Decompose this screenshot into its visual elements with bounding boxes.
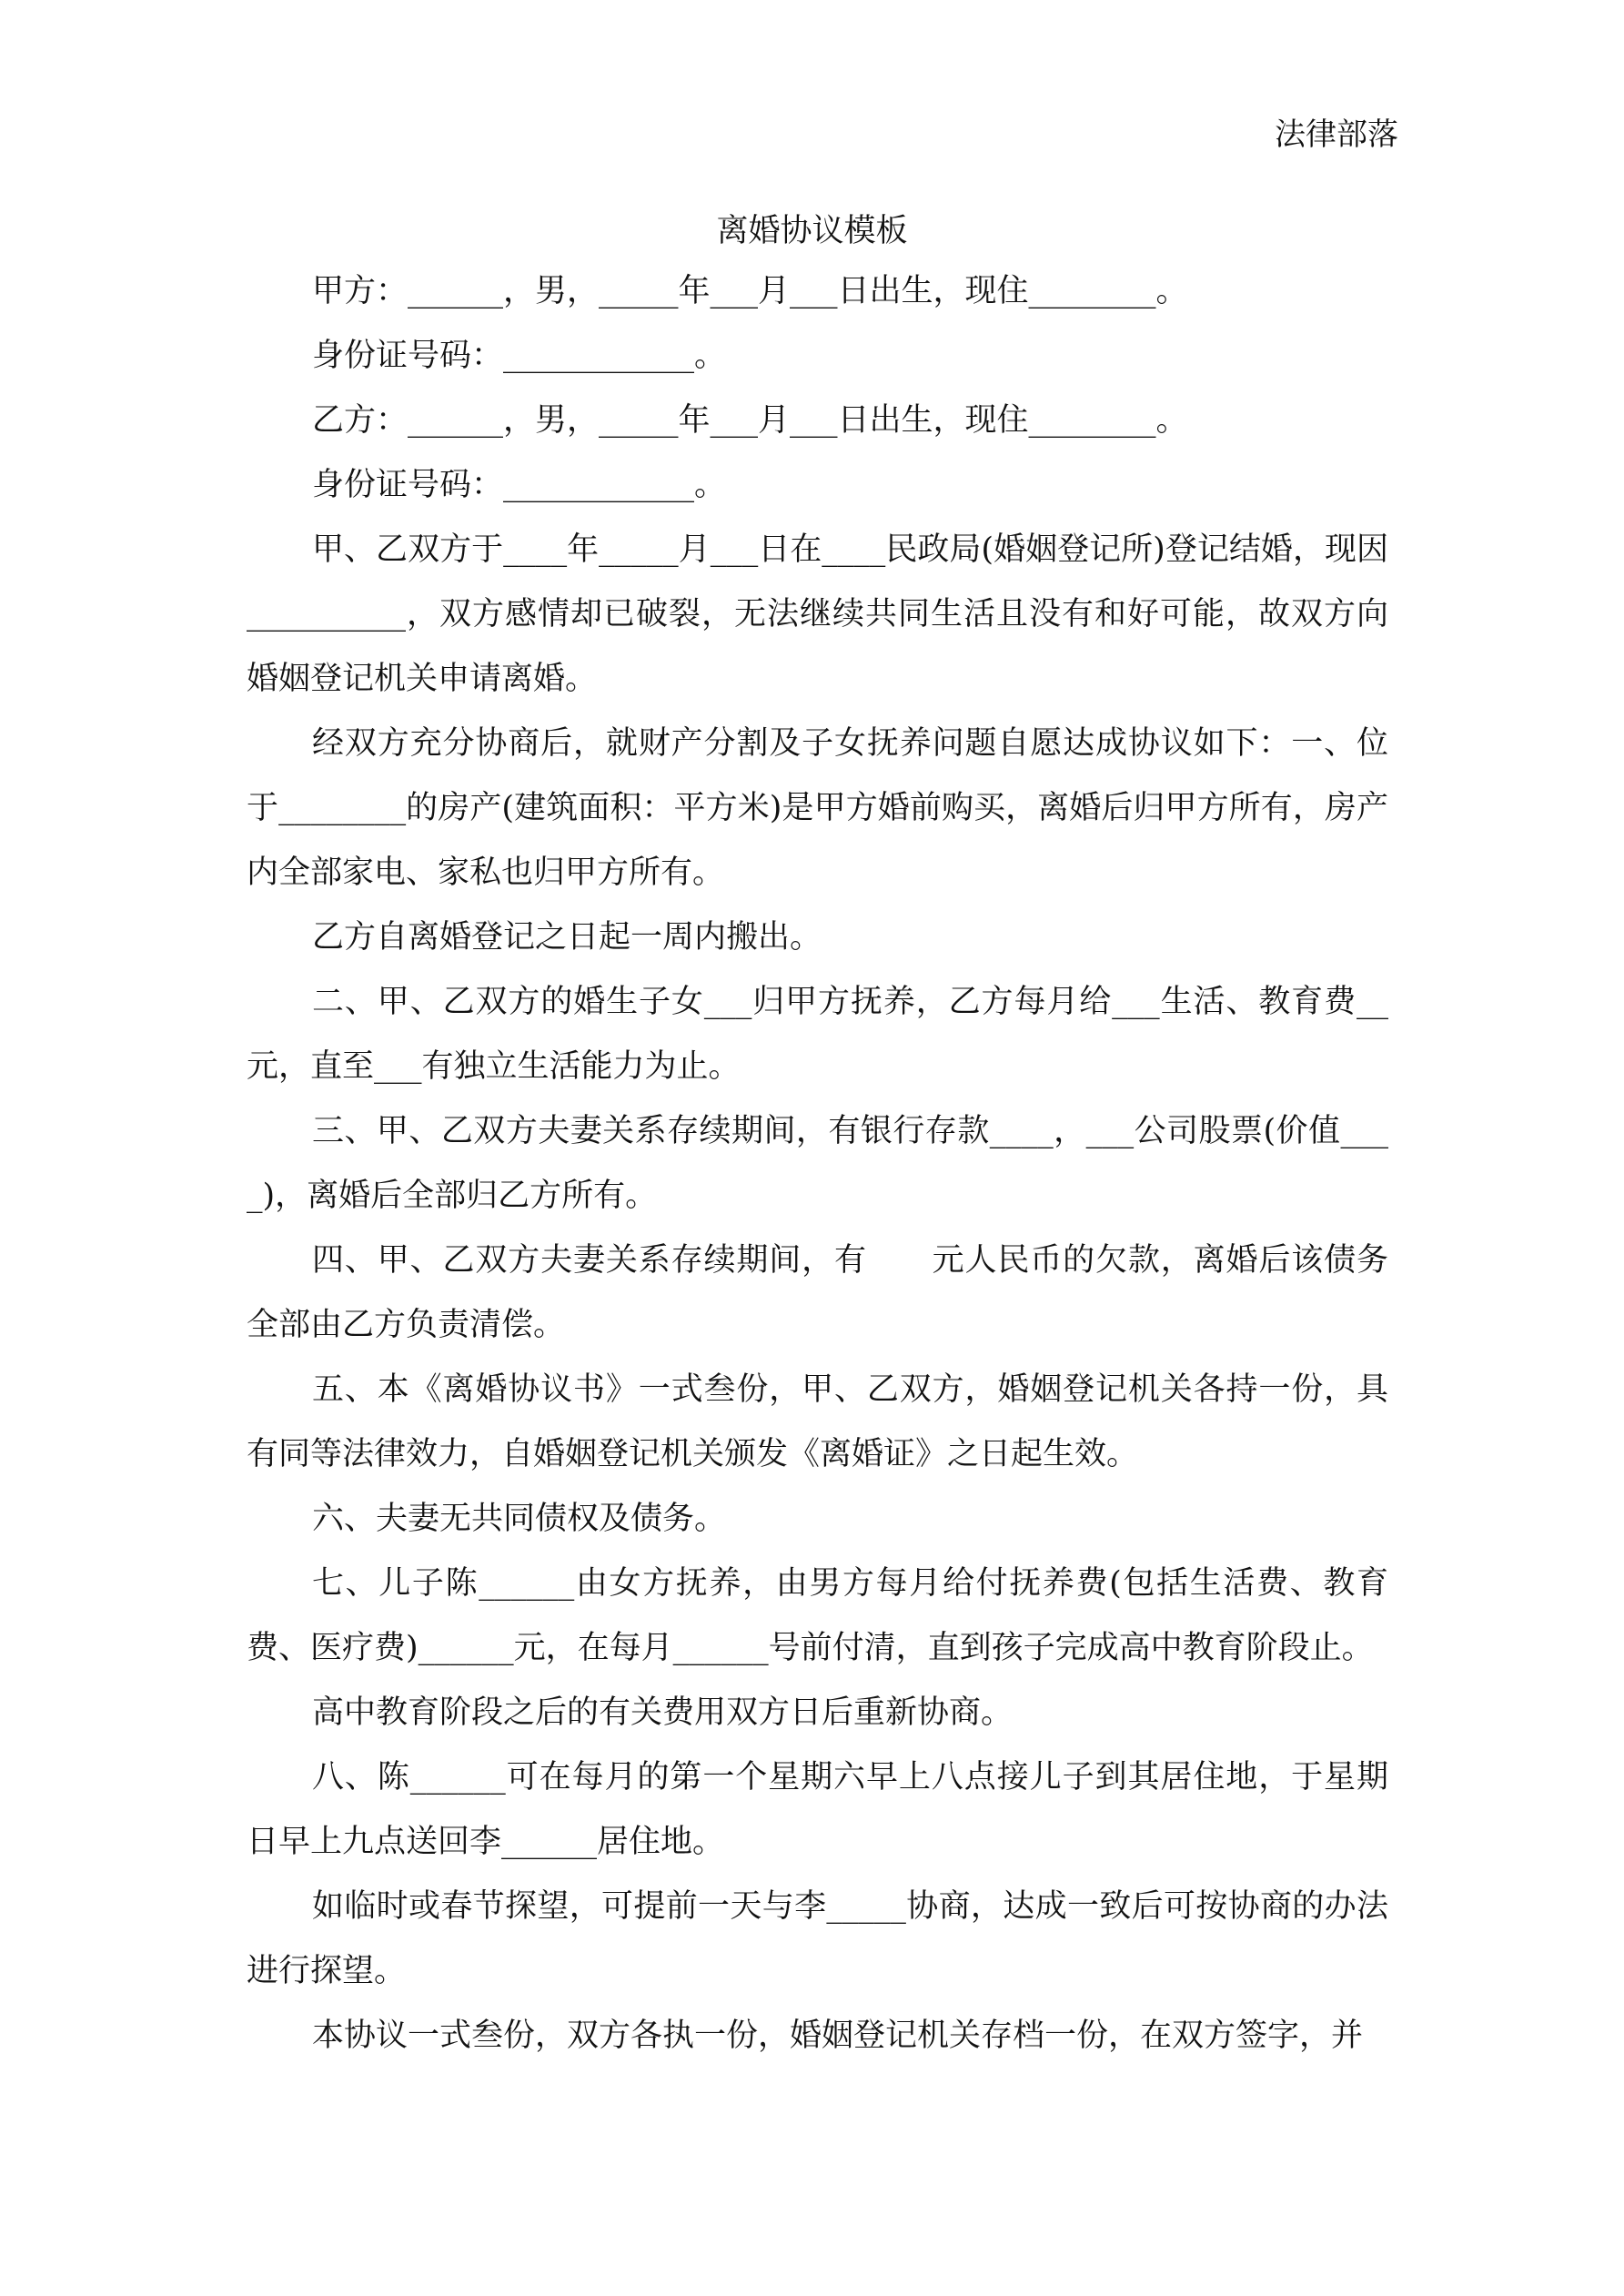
clause-8-holiday-visitation: 如临时或春节探望，可提前一天与李_____协商，达成一致后可按协商的办法进行探望。 [247, 1888, 1388, 1989]
document-title: 离婚协议模板 [716, 213, 908, 249]
clause-7-later-costs: 高中教育阶段之后的有关费用双方日后重新协商。 [312, 1694, 1014, 1731]
party-a-id-number: 身份证号码：____________。 [312, 338, 727, 374]
clause-3-deposits-stocks: 三、甲、乙双方夫妻关系存续期间，有银行存款____，___公司股票(价值____)，离婚后全部归乙方所有。 [247, 1113, 1388, 1214]
clause-2-child-custody: 二、甲、乙双方的婚生子女___归甲方抚养，乙方每月给___生活、教育费__元，直至___有独立生活能力为止。 [247, 984, 1388, 1085]
document-body [247, 259, 1388, 2068]
clause-1-move-out: 乙方自离婚登记之日起一周内搬出。 [312, 919, 822, 956]
clause-8-visitation: 八、陈______可在每月的第一个星期六早上八点接儿子到其居住地，于星期日早上九点送回李______居住地。 [247, 1759, 1388, 1860]
clause-4-debt: 四、甲、乙双方夫妻关系存续期间，有 元人民币的欠款，离婚后该债务全部由乙方负责清偿。 [247, 1242, 1388, 1343]
party-b-info: 乙方：______，男，_____年___月___日出生，现住________。 [312, 402, 1188, 439]
clause-1-property: 经双方充分协商后，就财产分割及子女抚养问题自愿达成协议如下：一、位于________的房产(建筑面积：平方米)是甲方婚前购买，离婚后归甲方所有，房产内全部家电、家私也归甲方所有。 [247, 725, 1388, 891]
party-a-info: 甲方：______，男，_____年___月___日出生，现住________。 [312, 273, 1188, 309]
header-source-label: 法律部落 [1275, 116, 1398, 153]
party-b-id-number: 身份证号码：____________。 [312, 467, 727, 503]
clause-5-copies: 五、本《离婚协议书》一式叁份，甲、乙双方，婚姻登记机关各持一份，具有同等法律效力，自婚姻登记机关颁发《离婚证》之日起生效。 [247, 1371, 1388, 1472]
agreement-copies-paragraph: 本协议一式叁份，双方各执一份，婚姻登记机关存档一份，在双方签字，并 [312, 2018, 1364, 2054]
marriage-registration-paragraph: 甲、乙双方于____年_____月___日在____民政局(婚姻登记所)登记结婚，现因__________，双方感情却已破裂，无法继续共同生活且没有和好可能，故双方向婚姻登记机关申请离婚。 [247, 531, 1388, 697]
clause-6-no-joint-debts: 六、夫妻无共同债权及债务。 [312, 1501, 727, 1537]
clause-7-child-support: 七、儿子陈______由女方抚养，由男方每月给付抚养费(包括生活费、教育费、医疗费)______元，在每月______号前付清，直到孩子完成高中教育阶段止。 [247, 1565, 1388, 1666]
